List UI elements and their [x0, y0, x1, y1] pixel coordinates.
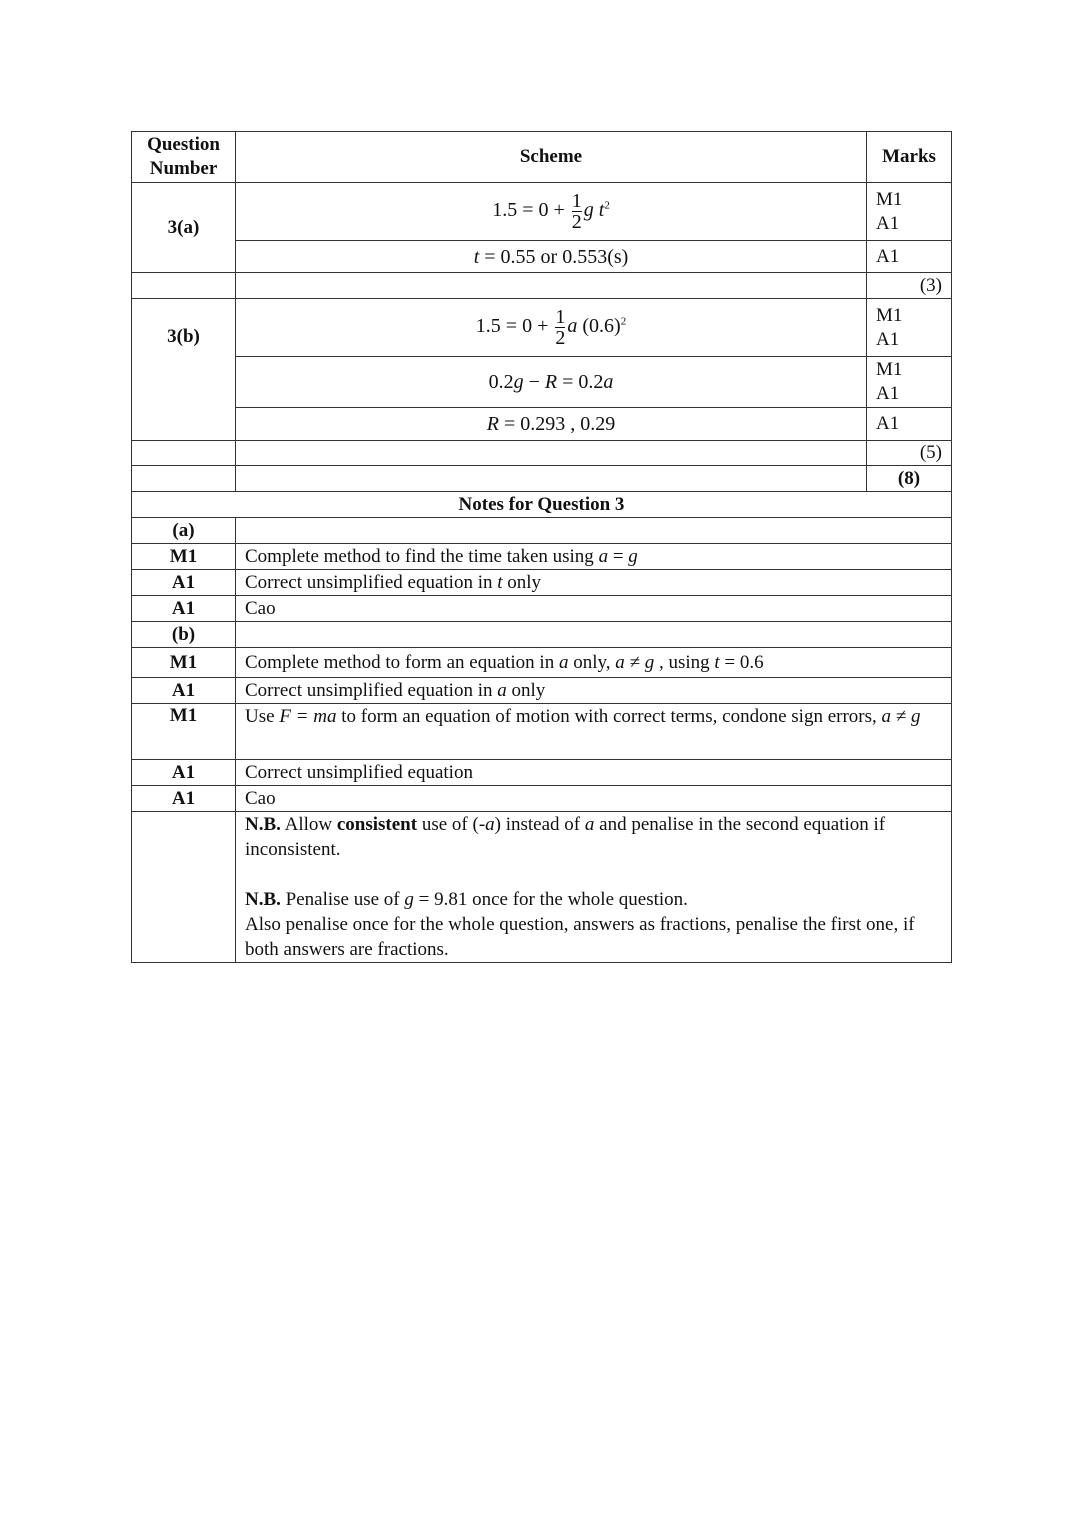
note-text: Cao [236, 596, 952, 622]
notes-title: Notes for Question 3 [132, 492, 952, 518]
note-mark: A1 [132, 678, 236, 704]
note-text: Complete method to find the time taken using a = g [236, 544, 952, 570]
scheme-3b-eq1: 1.5 = 0 + $\frac{1}{2}$ a $(0.6)^2$ [236, 299, 867, 357]
scheme-3a-eq1: 1.5 = 0 + $\frac{1}{2}$ g $t^2$ [236, 183, 867, 241]
note-mark: A1 [132, 570, 236, 596]
notes-part-a-label: (a) [132, 518, 236, 544]
question-label-3b: 3(b) [132, 299, 236, 441]
note-text: Correct unsimplified equation in t only [236, 570, 952, 596]
marks-3b-eq2: M1 A1 [867, 357, 952, 408]
nb-fractions: Also penalise once for the whole question, answers as fractions, penalise the first one, if both answers are fractions. [245, 914, 915, 960]
total-3b: (5) [867, 441, 952, 466]
marks-3b-eq1: M1 A1 [867, 299, 952, 357]
notes-part-b-label: (b) [132, 622, 236, 648]
note-mark: A1 [132, 760, 236, 786]
header-scheme: Scheme [236, 132, 867, 183]
note-text: Correct unsimplified equation in a only [236, 678, 952, 704]
nb-consistent: N.B. Allow consistent use of (-a) instead of a and penalise in the second equation if inconsistent. [245, 814, 886, 860]
total-3a: (3) [867, 273, 952, 299]
note-mark: M1 [132, 648, 236, 678]
marks-3b-eq3: A1 [867, 408, 952, 441]
header-marks: Marks [867, 132, 952, 183]
note-text: Complete method to form an equation in a only, a ≠ g , using t = 0.6 [236, 648, 952, 678]
note-text: Correct unsimplified equation [236, 760, 952, 786]
note-mark: M1 [132, 544, 236, 570]
marks-3a-eq2: A1 [867, 241, 952, 273]
marks-3a-eq1: M1 A1 [867, 183, 952, 241]
scheme-3b-eq3: R = 0.293 , 0.29 [236, 408, 867, 441]
note-mark: A1 [132, 786, 236, 812]
note-mark: M1 [132, 704, 236, 760]
note-mark: A1 [132, 596, 236, 622]
scheme-3a-eq2: t = 0.55 or 0.553(s) [236, 241, 867, 273]
header-question-number: Question Number [132, 132, 236, 183]
grand-total: (8) [867, 466, 952, 492]
scheme-3b-eq2: 0.2g − R = 0.2a [236, 357, 867, 408]
nb-notes [236, 812, 952, 963]
nb-penalise-g: N.B. Penalise use of g = 9.81 once for the whole question. [245, 889, 688, 910]
note-text: Use F = ma to form an equation of motion with correct terms, condone sign errors, a ≠ g [236, 704, 952, 760]
note-text: Cao [236, 786, 952, 812]
mark-scheme-table [131, 131, 952, 963]
question-label-3a: 3(a) [132, 183, 236, 273]
